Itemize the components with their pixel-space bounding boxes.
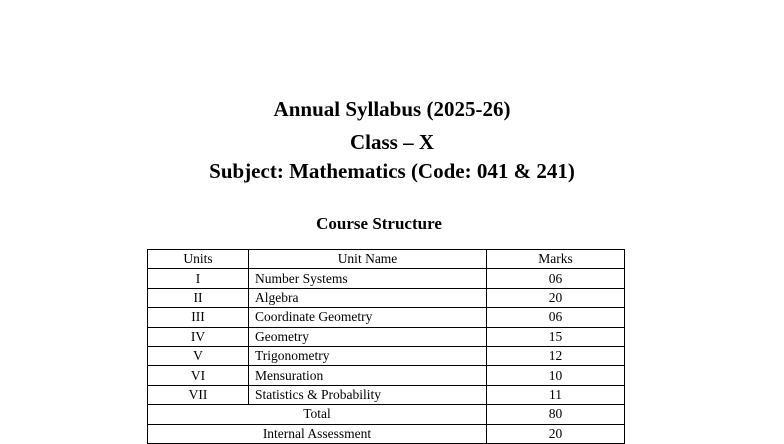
unit-number: IV bbox=[148, 327, 249, 346]
header-units: Units bbox=[148, 250, 249, 269]
internal-assessment-row bbox=[148, 424, 625, 443]
course-structure-heading: Course Structure bbox=[316, 214, 442, 233]
course-structure-table bbox=[147, 249, 625, 444]
unit-name: Coordinate Geometry bbox=[249, 308, 487, 327]
table-row bbox=[148, 327, 625, 346]
table-row bbox=[148, 288, 625, 307]
table-header-row bbox=[148, 250, 625, 269]
internal-assessment-label: Internal Assessment bbox=[148, 424, 487, 443]
unit-marks: 11 bbox=[487, 385, 625, 404]
subject-title: Subject: Mathematics (Code: 041 & 241) bbox=[209, 159, 575, 183]
header-marks: Marks bbox=[487, 250, 625, 269]
table-row bbox=[148, 385, 625, 404]
unit-number: VII bbox=[148, 385, 249, 404]
unit-name: Number Systems bbox=[249, 269, 487, 288]
unit-number: VI bbox=[148, 366, 249, 385]
unit-marks: 20 bbox=[487, 288, 625, 307]
table-row bbox=[148, 366, 625, 385]
unit-marks: 06 bbox=[487, 269, 625, 288]
unit-number: V bbox=[148, 346, 249, 365]
unit-number: I bbox=[148, 269, 249, 288]
table-row bbox=[148, 308, 625, 327]
class-title: Class – X bbox=[349, 130, 434, 154]
table-row bbox=[148, 269, 625, 288]
unit-marks: 06 bbox=[487, 308, 625, 327]
unit-name: Algebra bbox=[249, 288, 487, 307]
unit-name: Geometry bbox=[249, 327, 487, 346]
unit-name: Statistics & Probability bbox=[249, 385, 487, 404]
unit-marks: 15 bbox=[487, 327, 625, 346]
unit-number: III bbox=[148, 308, 249, 327]
internal-assessment-marks: 20 bbox=[487, 424, 625, 443]
header-unit-name: Unit Name bbox=[249, 250, 487, 269]
unit-name: Trigonometry bbox=[249, 346, 487, 365]
total-marks: 80 bbox=[487, 405, 625, 424]
unit-name: Mensuration bbox=[249, 366, 487, 385]
unit-number: II bbox=[148, 288, 249, 307]
total-row bbox=[148, 405, 625, 424]
unit-marks: 12 bbox=[487, 346, 625, 365]
total-label: Total bbox=[148, 405, 487, 424]
table-row bbox=[148, 346, 625, 365]
unit-marks: 10 bbox=[487, 366, 625, 385]
document-title: Annual Syllabus (2025-26) bbox=[273, 97, 511, 121]
